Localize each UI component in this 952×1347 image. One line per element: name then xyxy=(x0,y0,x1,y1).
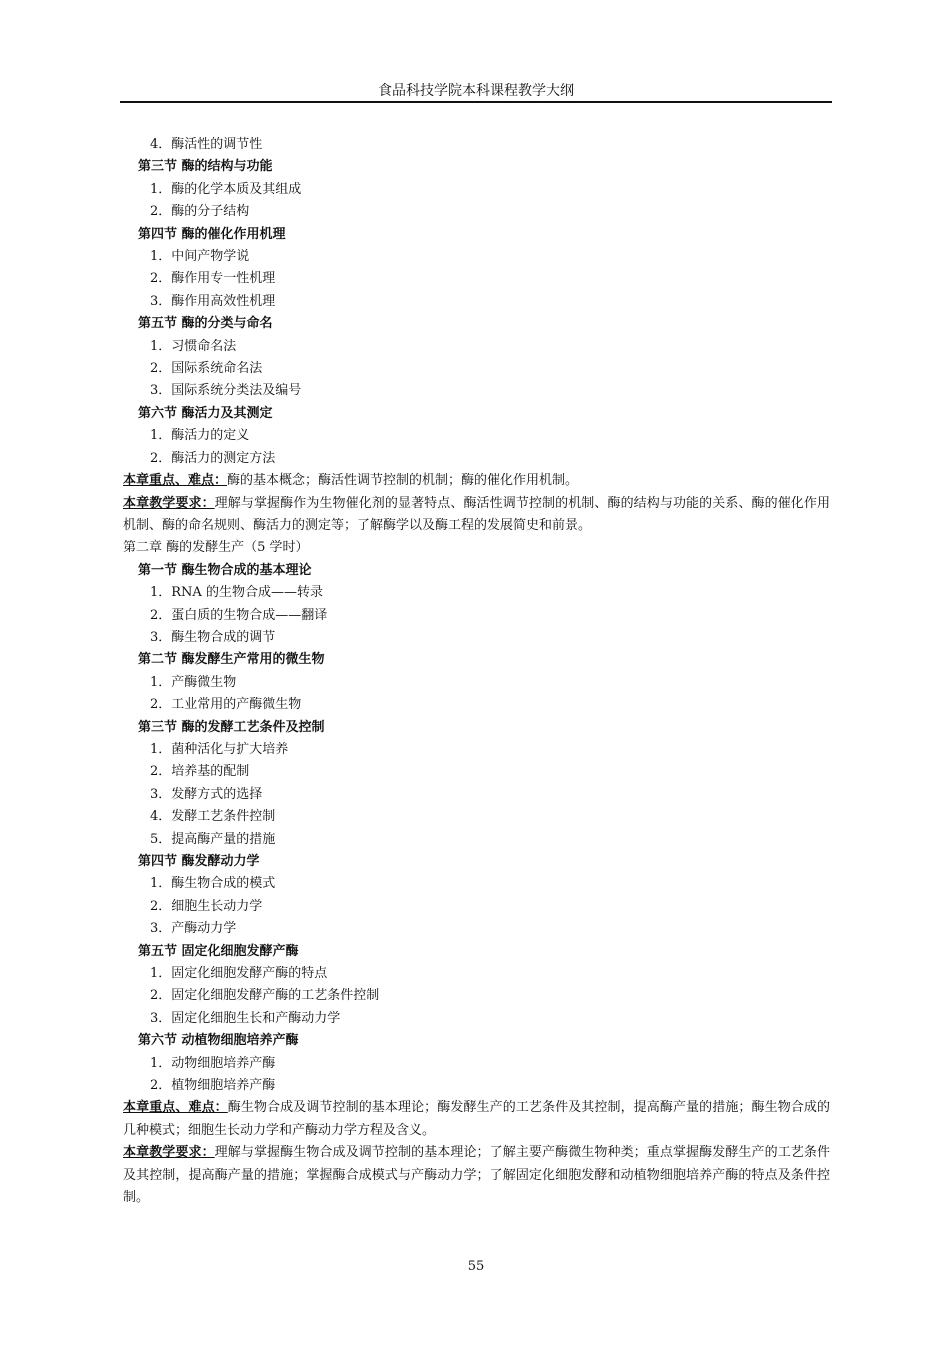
outline-item: 2．固定化细胞发酵产酶的工艺条件控制 xyxy=(150,988,380,1004)
running-header: 食品科技学院本科课程教学大纲 xyxy=(378,83,574,99)
outline-item: 1．习惯命名法 xyxy=(150,338,237,354)
outline-item: 1．动物细胞培养产酶 xyxy=(150,1055,276,1071)
outline-item: 3．产酶动力学 xyxy=(150,921,237,937)
outline-item: 3．发酵方式的选择 xyxy=(150,786,263,802)
section-heading: 第六节 动植物细胞培养产酶 xyxy=(138,1033,299,1049)
outline-item: 1．菌种活化与扩大培养 xyxy=(150,741,289,757)
outline-item: 1．中间产物学说 xyxy=(150,249,250,265)
outline-item: 3．酶生物合成的调节 xyxy=(150,629,276,645)
outline-item: 3．酶作用高效性机理 xyxy=(150,293,276,309)
section-heading: 第五节 酶的分类与命名 xyxy=(138,316,273,332)
note-text: 理解与掌握酶作为生物催化剂的显著特点、酶活性调节控制的机制、酶的结构与功能的关系、酶的催化作用机制、酶的命名规则、酶活力的测定等；了解酶学以及酶工程的发展简史和前景。 xyxy=(123,495,830,533)
outline-item: 4．酶活性的调节性 xyxy=(150,137,263,152)
chapter-note xyxy=(123,1097,830,1142)
note-text: 酶的基本概念；酶活性调节控制的机制；酶的催化作用机制。 xyxy=(227,473,579,489)
outline-item: 1．产酶微生物 xyxy=(150,674,237,690)
outline-item: 3．固定化细胞生长和产酶动力学 xyxy=(150,1010,341,1026)
outline-item: 1．RNA 的生物合成——转录 xyxy=(150,585,323,601)
note-label: 本章重点、难点： xyxy=(123,473,228,489)
outline-item: 1．酶活力的定义 xyxy=(150,428,250,444)
chapter-note xyxy=(123,493,830,538)
outline-item: 2．工业常用的产酶微生物 xyxy=(150,697,302,713)
outline-body xyxy=(123,134,830,1210)
section-heading: 第三节 酶的结构与功能 xyxy=(138,159,273,175)
outline-item: 1．酶生物合成的模式 xyxy=(150,876,276,892)
section-heading: 第四节 酶的催化作用机理 xyxy=(138,226,286,242)
header-rule xyxy=(120,101,832,103)
section-heading: 第二节 酶发酵生产常用的微生物 xyxy=(138,652,325,668)
outline-item: 2．酶作用专一性机理 xyxy=(150,271,276,287)
section-heading: 第三节 酶的发酵工艺条件及控制 xyxy=(138,719,325,735)
outline-item: 2．国际系统命名法 xyxy=(150,361,263,377)
note-text: 酶生物合成及调节控制的基本理论；酶发酵生产的工艺条件及其控制，提高酶产量的措施；酶生物合成的几种模式；细胞生长动力学和产酶动力学方程及含义。 xyxy=(123,1100,830,1138)
section-heading: 第一节 酶生物合成的基本理论 xyxy=(138,562,312,578)
outline-item: 1．酶的化学本质及其组成 xyxy=(150,181,302,197)
chapter-note xyxy=(123,1142,830,1209)
note-label: 本章重点、难点： xyxy=(123,1100,228,1116)
chapter-note xyxy=(123,470,830,492)
outline-item: 2．植物细胞培养产酶 xyxy=(150,1078,276,1094)
section-heading: 第四节 酶发酵动力学 xyxy=(138,854,260,869)
outline-item: 2．细胞生长动力学 xyxy=(150,898,263,914)
outline-item: 2．培养基的配制 xyxy=(150,764,250,780)
chapter-heading: 第二章 酶的发酵生产（5 学时） xyxy=(123,540,309,556)
outline-item: 1．固定化细胞发酵产酶的特点 xyxy=(150,966,328,982)
outline-item: 5．提高酶产量的措施 xyxy=(150,831,276,847)
outline-item: 2．酶活力的测定方法 xyxy=(150,450,276,466)
outline-item: 4．发酵工艺条件控制 xyxy=(150,809,276,825)
outline-item: 2．蛋白质的生物合成——翻译 xyxy=(150,607,328,623)
outline-item: 2．酶的分子结构 xyxy=(150,204,250,220)
note-label: 本章教学要求： xyxy=(123,495,215,511)
page-number: 55 xyxy=(467,1259,485,1274)
note-text: 理解与掌握酶生物合成及调节控制的基本理论；了解主要产酶微生物种类；重点掌握酶发酵生产的工艺条件及其控制，提高酶产量的措施；掌握酶合成模式与产酶动力学；了解固定化细胞发酵和动植物细胞培养产酶的特点及条件控制。 xyxy=(123,1145,830,1206)
outline-item: 3．国际系统分类法及编号 xyxy=(150,383,302,399)
section-heading: 第六节 酶活力及其测定 xyxy=(138,405,273,421)
note-label: 本章教学要求： xyxy=(123,1145,215,1161)
section-heading: 第五节 固定化细胞发酵产酶 xyxy=(138,943,299,959)
